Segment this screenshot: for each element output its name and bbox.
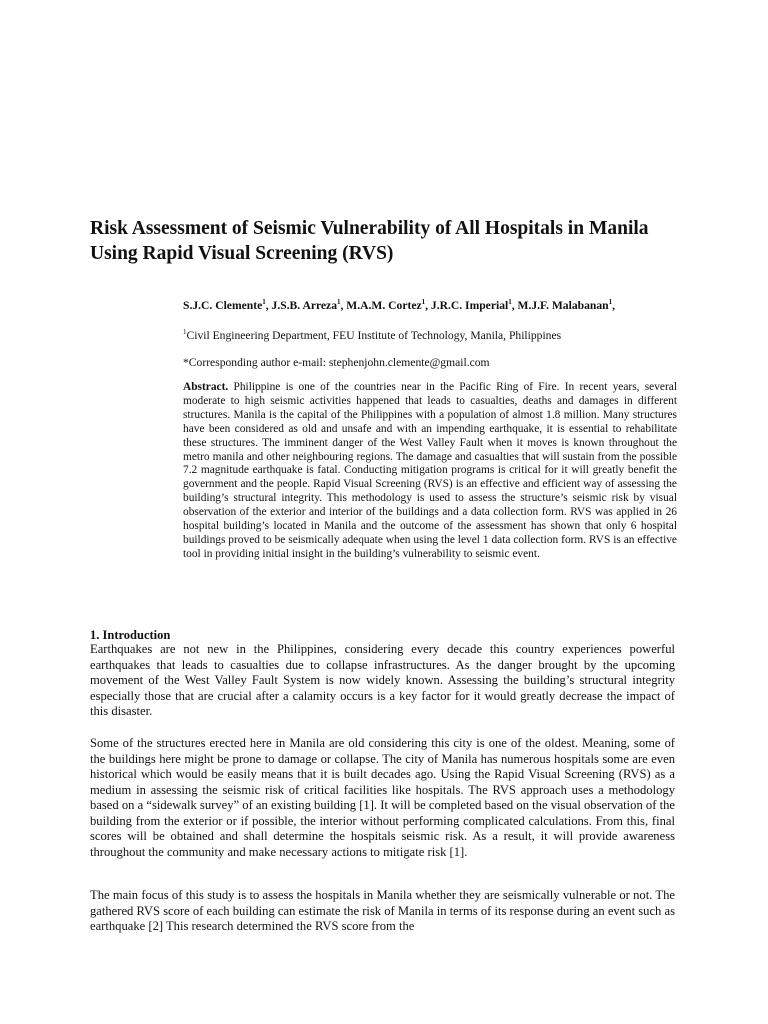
author-affiliation-mark: 1: [262, 298, 266, 307]
author-name: S.J.C. Clemente: [183, 299, 263, 312]
body-paragraph: Earthquakes are not new in the Philippines, considering every decade this country experiences powerful earthquakes that leads to casualties due to collapse infrastructures. As the danger brought by the upcoming movement of the West Valley Fault System is now widely known. Assessing the building’s structural integrity especially those that are crucial after a calamity occurs is a key factor for it would greatly decrease the impact of this disaster.: [90, 642, 675, 718]
author-name: M.J.F. Malabanan: [517, 299, 609, 312]
section-heading: 1. Introduction: [90, 628, 171, 642]
affiliation-mark: 1: [183, 328, 187, 337]
body-paragraph: Some of the structures erected here in Manila are old considering this city is one of the oldest. Meaning, some of the buildings here might be prone to damage or collapse. The city of Manila has numerous hospitals some are even historical which would be easily means that it is built decades ago. Using the Rapid Visual Screening (RVS) as a medium in assessing the seismic risk of critical facilities like hospitals. The RVS approach uses a methodology based on a “sidewalk survey” of an existing building [1]. It will be completed based on the visual observation of the building from the exterior or if possible, the interior without performing complicated calculations. From this, final scores will be obtained and shall determine the hospitals seismic risk. As a result, it will provide awareness throughout the community and make necessary actions to mitigate risk [1].: [90, 736, 675, 859]
corresponding-author: *Corresponding author e-mail: stephenjohn.clemente@gmail.com: [183, 356, 490, 369]
author-affiliation-mark: 1: [421, 298, 426, 307]
author-name: J.S.B. Arreza: [271, 299, 337, 312]
author-list: S.J.C. Clemente$^1$, J.S.B. Arreza$^1$, M.A.M. Cortez$^1$, J.R.C. Imperial$^1$, M.J.F. Malabanan$^1$,: [183, 298, 615, 312]
author-name: M.A.M. Cortez: [346, 299, 422, 312]
author-affiliation-mark: 1: [337, 298, 341, 307]
abstract-label: Abstract.: [183, 381, 229, 393]
affiliation-text: Civil Engineering Department, FEU Institute of Technology, Manila, Philippines: [186, 329, 562, 342]
abstract: [183, 381, 677, 562]
abstract-text: Philippine is one of the countries near in the Pacific Ring of Fire. In recent years, several moderate to high seismic activities happened that leads to casualties, deaths and damages in different structures. Manila is the capital of the Philippines with a population of almost 1.8 million. Many structures have been considered as old and unsafe and with an impending earthquake, it is essential to rehabilitate these structures. The imminent danger of the West Valley Fault when it moves is known throughout the metro manila and other neighbouring regions. The damage and casualties that will sustain from the possible 7.2 magnitude earthquake is fatal. Conducting mitigation programs is critical for it will greatly benefit the government and the people. Rapid Visual Screening (RVS) is an effective and efficient way of assessing the building’s structural integrity. This methodology is used to assess the structure’s seismic risk by visual observation of the exterior and interior of the buildings and a data collection form. RVS was applied in 26 hospital building’s located in Manila and the outcome of the assessment has shown that only 6 hospital buildings proved to be seismically adequate when using the level 1 data collection form. RVS is an effective tool in providing initial insight in the building’s vulnerability to seismic event.: [183, 381, 677, 560]
body-paragraph: The main focus of this study is to assess the hospitals in Manila whether they are seismically vulnerable or not. The gathered RVS score of each building can estimate the risk of Manila in terms of its response during an event such as earthquake [2] This research determined the RVS score from the: [90, 888, 675, 933]
author-affiliation-mark: 1: [608, 298, 613, 307]
affiliation: [183, 329, 683, 342]
author-affiliation-mark: 1: [508, 298, 512, 307]
paper-title: Risk Assessment of Seismic Vulnerability of All Hospitals in Manila Using Rapid Visual Screening (RVS): [90, 218, 649, 264]
author-name: J.R.C. Imperial: [430, 299, 509, 312]
